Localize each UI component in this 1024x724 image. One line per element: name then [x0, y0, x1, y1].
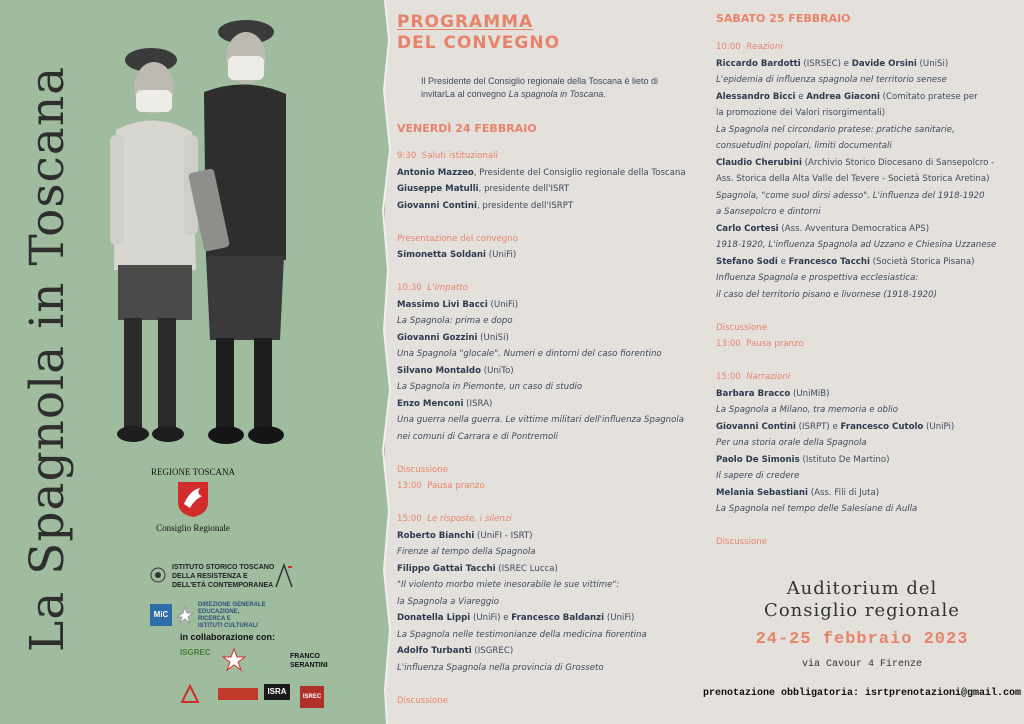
saturday-heading: SABATO 25 FEBBRAIO — [716, 12, 851, 25]
venue-block — [700, 578, 1024, 699]
isrt-mark-icon — [274, 563, 294, 589]
isra-logo: ISRA — [264, 684, 290, 700]
isrec-logo: ISREC — [300, 686, 324, 708]
program-heading: PROGRAMMA DEL CONVEGNO — [397, 12, 561, 53]
franco-serantini-logo: FRANCO SERANTINI — [290, 653, 328, 669]
partner-star-icon — [222, 648, 246, 672]
friday-heading: VENERDÌ 24 FEBBRAIO — [397, 122, 537, 135]
pegasus-shield-icon — [176, 480, 210, 518]
regione-toscana-logo: REGIONE TOSCANA Consiglio Regionale — [151, 467, 235, 533]
collaboration-label: in collaborazione con: — [180, 632, 276, 642]
isrt-logo: ISTITUTO STORICO TOSCANO DELLA RESISTENZA E DELL'ETÀ CONTEMPORANEA — [150, 563, 330, 593]
booking-email[interactable]: prenotazione obbligatoria: isrtprenotazioni@gmail.com — [702, 688, 1022, 699]
children-photo — [96, 20, 286, 460]
venue-name-line2: Consiglio regionale — [764, 600, 960, 621]
torn-edge — [378, 0, 392, 724]
cover-panel — [0, 0, 385, 724]
partner-red-logo — [218, 688, 258, 700]
triangle-emblem-icon — [180, 684, 200, 704]
isgrec-logo: ISGREC — [180, 648, 211, 657]
friday-program: 9:30 Saluti istituzionali Antonio Mazzeo, Presidente del Consiglio regionale della Toscana Giuseppe Matulli, presidente dell'ISRT Giovanni Contini, presidente dell'ISRPT Presentazione del convegno Simonetta Soldani (UniFi) 10:30 L'impatto Massimo Livi Bacci (UniFi) La Spagnola: prima e dopo Giovanni Gozzini (UniSi) Una Spagnola "glocale". Numeri e dintorni del caso fiorentino Silvano Montaldo (UniTo) La Spagnola in Piemonte, un caso di studio Enzo Menconi (ISRA) Una guerra nella guerra. Le vittime militari dell'influenza Spagnola nei comuni di Carrara e di Pontremoli Discussione 13:00 Pausa pranzo 15:00 Le risposte, i silenzi Roberto Bianchi (UniFI - ISRT) Firenze al tempo della Spagnola Filippo Gattai Tacchi (ISREC Lucca) "Il violento morbo miete inesorabile le sue vittime": la Spagnola a Viareggio Donatella Lippi (UniFi) e Francesco Baldanzi (UniFi) La Spagnola nelle testimonianze della medicina fiorentina Adolfo Turbanti (ISGREC) L'influenza Spagnola nella provincia di Grosseto Discussione — [397, 151, 686, 706]
venue-address: via Cavour 4 Firenze — [801, 659, 923, 670]
vertical-title: La Spagnola in Toscana — [20, 65, 75, 652]
mic-logo: MiC DIREZIONE GENERALE EDUCAZIONE, RICERCA E ISTITUTI CULTURALI — [150, 602, 330, 632]
event-dates: 24-25 febbraio 2023 — [755, 630, 969, 649]
venue-name-line1: Auditorium del — [786, 578, 938, 599]
intro-text: Il Presidente del Consiglio regionale della Toscana è lieto di invitarLa al convegno La spagnola in Toscana. — [421, 76, 658, 99]
isrt-emblem-icon — [150, 567, 166, 583]
saturday-program: 10:00 Reazioni Riccardo Bardotti (ISRSEC) e Davide Orsini (UniSi) L'epidemia di influenza spagnola nel territorio senese Alessandro Bicci e Andrea Giaconi (Comitato pratese per la promozione dei Valori risorgimentali) La Spagnola nel circondario pratese: pratiche sanitarie, consuetudini popolari, limiti documentali Claudio Cherubini (Archivio Storico Diocesano di Sansepolcro - Ass. Storica della Alta Valle del Tevere - Società Storica Aretina) Spagnola, "come suol dirsi adesso". L'influenza del 1918-1920 a Sansepolcro e dintorni Carlo Cortesi (Ass. Avventura Democratica APS) 1918-1920, L'influenza Spagnola ad Uzzano e Chiesina Uzzanese Stefano Sodi e Francesco Tacchi (Società Storica Pisana) Influenza Spagnola e prospettiva ecclesiastica: il caso del territorio pisano e livornese (1918-1920) Discussione 13:00 Pausa pranzo 15:00 Narrazioni Barbara Bracco (UniMiB) La Spagnola a Milano, tra memoria e oblio Giovanni Contini (ISRPT) e Francesco Cutolo (UniPi) Per una storia orale della Spagnola Paolo De Simonis (Istituto De Martino) Il sapere di credere Melania Sebastiani (Ass. Fili di Juta) La Spagnola nel tempo delle Salesiane di Aulla Discussione — [716, 42, 997, 547]
star-emblem-icon — [176, 606, 194, 624]
